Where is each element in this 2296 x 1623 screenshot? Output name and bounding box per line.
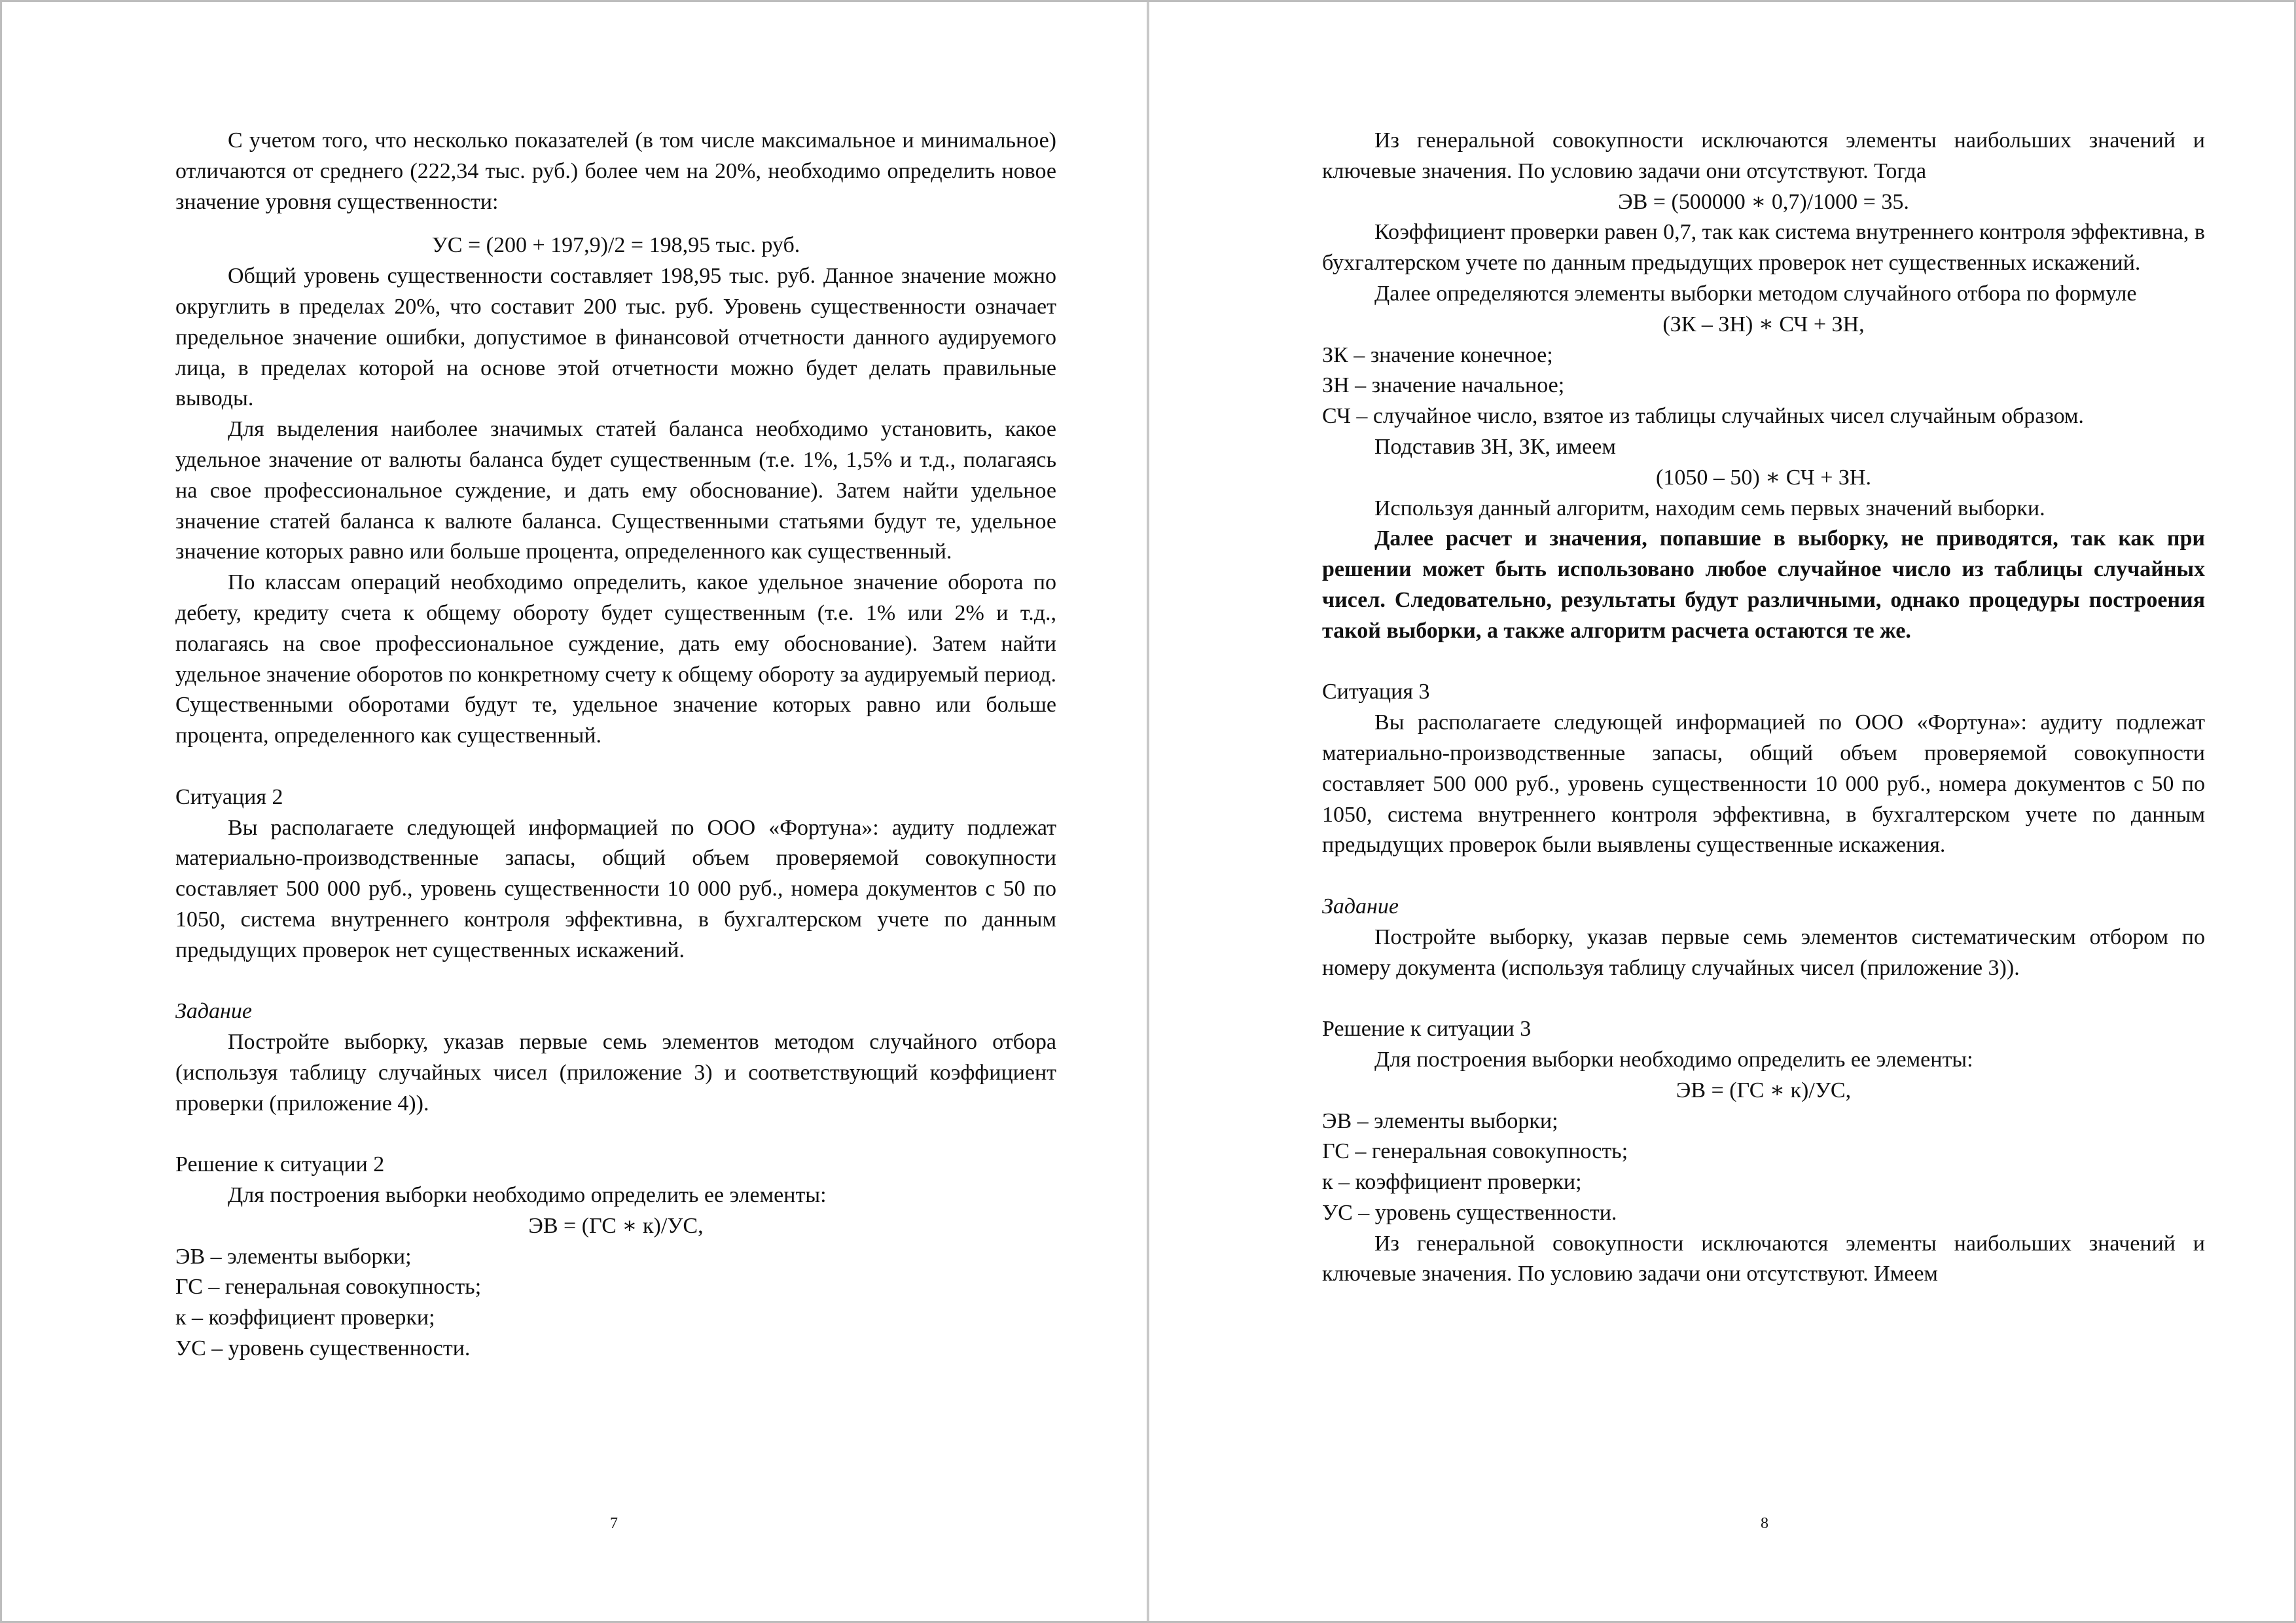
paragraph: Постройте выборку, указав первые семь элементов методом случайного отбора (используя таблицу случайных чисел (приложение 3) и соответствующий коэффициент проверки (приложение 4)).	[175, 1030, 1056, 1116]
heading-solution-3: Решение к ситуации 3	[1322, 1017, 1532, 1042]
paragraph: По классам операций необходимо определить, какое удельное значение оборота по дебету, кредиту счета к общему обороту будет существенным (т.е. 1% или 2% и т.д., полагаясь на свое профессиональное суждение, дать ему обоснование). Затем найти удельное значение оборотов по конкретному счету к общему обороту за аудируемый период. Существенными оборотами будут те, удельное значение которых равно или больше процента, определенного как существенный.	[175, 570, 1056, 748]
page-right-content	[1322, 126, 2205, 1290]
paragraph: Из генеральной совокупности исключаются элементы наибольших значений и ключевые значения. По условию задачи они отсутствуют. Тогда	[1322, 128, 2205, 183]
spacer	[175, 1120, 1056, 1150]
heading-solution-2: Решение к ситуации 2	[175, 1152, 385, 1177]
spacer	[1322, 983, 2205, 1014]
formula-ev: ЭВ = (ГС ∗ к)/УС,	[1676, 1078, 1852, 1103]
paragraph: Подставив ЗН, ЗК, имеем	[1374, 434, 1616, 459]
definition-line: ЭВ – элементы выборки;	[1322, 1108, 1558, 1133]
paragraph: Постройте выборку, указав первые семь элементов систематическим отбором по номеру документа (используя таблицу случайных чисел (приложение 3)).	[1322, 924, 2205, 980]
page-left-content	[175, 126, 1056, 1364]
heading-task: Задание	[175, 999, 252, 1024]
definition-line: УС – уровень существенности.	[1322, 1200, 1617, 1225]
heading-task: Задание	[1322, 894, 1399, 919]
spacer	[175, 966, 1056, 997]
paragraph: Для построения выборки необходимо определить ее элементы:	[1374, 1047, 1973, 1072]
page-number: 8	[1761, 1515, 1768, 1532]
formula-substituted: (1050 – 50) ∗ СЧ + ЗН.	[1656, 465, 1871, 490]
definition-line: ЗК – значение конечное;	[1322, 342, 1553, 367]
definition-line: ГС – генеральная совокупность;	[1322, 1139, 1628, 1164]
definition-line: к – коэффициент проверки;	[175, 1305, 435, 1330]
definition-line: СЧ – случайное число, взятое из таблицы случайных чисел случайным образом.	[1322, 404, 2084, 429]
spacer	[175, 752, 1056, 782]
spacer	[1322, 861, 2205, 892]
paragraph: Вы располагаете следующей информацией по ООО «Фортуна»: аудиту подлежат материально-производственные запасы, общий объем проверяемой совокупности составляет 500 000 руб., уровень существенности 10 000 руб., номера документов с 50 по 1050, система внутреннего контроля эффективна, в бухгалтерском учете по данным предыдущих проверок нет существенных искажений.	[175, 815, 1056, 962]
definition-line: к – коэффициент проверки;	[1322, 1170, 1582, 1195]
definition-line: ЭВ – элементы выборки;	[175, 1244, 412, 1269]
paragraph: Для выделения наиболее значимых статей баланса необходимо установить, какое удельное значение от валюты баланса будет существенным (т.е. 1%, 1,5% и т.д., полагаясь на свое профессиональное суждение, и дать ему обоснование). Затем найти удельное значение статей баланса к валюте баланса. Существенными статьями будут те, удельное значение которых равно или больше процента, определенного как существенный.	[175, 417, 1056, 564]
formula-ev: ЭВ = (ГС ∗ к)/УС,	[528, 1213, 704, 1238]
formula-random: (ЗК – ЗН) ∗ СЧ + ЗН,	[1662, 312, 1865, 337]
spacer	[1322, 647, 2205, 678]
paragraph: Далее определяются элементы выборки методом случайного отбора по формуле	[1374, 281, 2137, 306]
paragraph: Для построения выборки необходимо определить ее элементы:	[228, 1183, 827, 1208]
paragraph: Из генеральной совокупности исключаются элементы наибольших значений и ключевые значения. По условию задачи они отсутствуют. Имеем	[1322, 1231, 2205, 1286]
definition-line: УС – уровень существенности.	[175, 1336, 471, 1361]
page-right	[1149, 0, 2296, 1623]
paragraph: С учетом того, что несколько показателей (в том числе максимальное и минимальное) отличаются от среднего (222,34 тыс. руб.) более чем на 20%, необходимо определить новое значение уровня существенности:	[175, 128, 1056, 214]
spacer	[175, 217, 1056, 230]
definition-line: ЗН – значение начальное;	[1322, 373, 1565, 398]
paragraph: Используя данный алгоритм, находим семь первых значений выборки.	[1374, 496, 2045, 520]
page-left	[0, 0, 1147, 1623]
definition-line: ГС – генеральная совокупность;	[175, 1275, 482, 1300]
formula-ev-calc: ЭВ = (500000 ∗ 0,7)/1000 = 35.	[1618, 189, 1909, 214]
paragraph: Вы располагаете следующей информацией по ООО «Фортуна»: аудиту подлежат материально-производственные запасы, общий объем проверяемой совокупности составляет 500 000 руб., уровень существенности 10 000 руб., номера документов с 50 по 1050, система внутреннего контроля эффективна, в бухгалтерском учете по данным предыдущих проверок были выявлены существенные искажения.	[1322, 710, 2205, 858]
paragraph-bold-note: Далее расчет и значения, попавшие в выборку, не приводятся, так как при решении может быть использовано любое случайное число из таблицы случайных чисел. Следовательно, результаты будут различными, однако процедуры построения такой выборки, а также алгоритм расчета остаются те же.	[1322, 526, 2205, 643]
paragraph: Общий уровень существенности составляет 198,95 тыс. руб. Данное значение можно округлить в пределах 20%, что составит 200 тыс. руб. Уровень существенности означает предельное значение ошибки, допустимое в финансовой отчетности данного аудируемого лица, в пределах которой на основе этой отчетности можно будет делать правильные выводы.	[175, 264, 1056, 411]
formula-us: УС = (200 + 197,9)/2 = 198,95 тыс. руб.	[431, 233, 800, 258]
page-number: 7	[610, 1515, 618, 1532]
heading-situation-3: Ситуация 3	[1322, 680, 1430, 704]
paragraph: Коэффициент проверки равен 0,7, так как система внутреннего контроля эффективна, в бухгалтерском учете по данным предыдущих проверок нет существенных искажений.	[1322, 220, 2205, 276]
heading-situation-2: Ситуация 2	[175, 784, 283, 809]
